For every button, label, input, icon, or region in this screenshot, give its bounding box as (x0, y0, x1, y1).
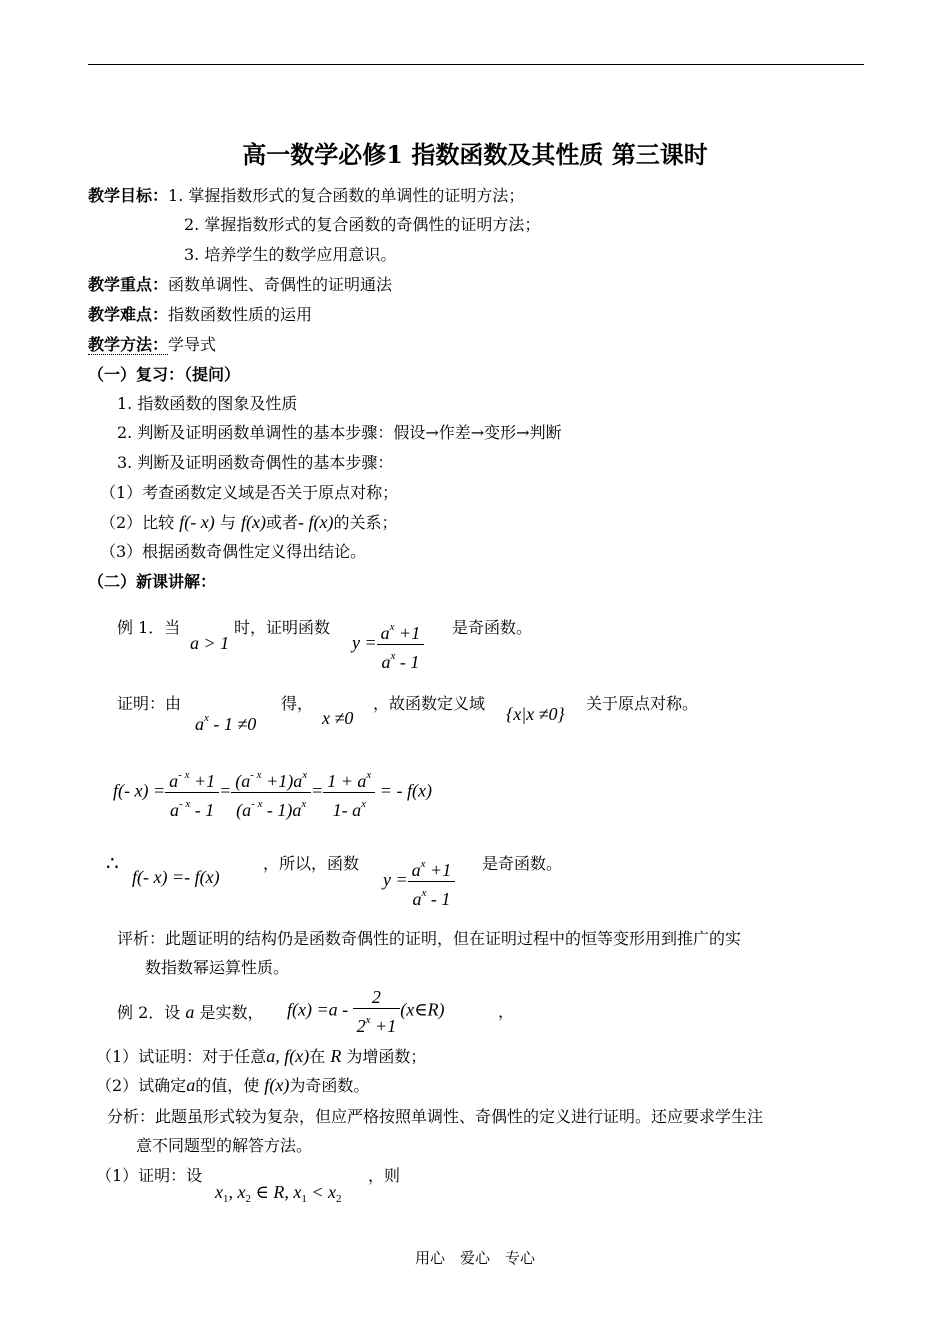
question-1-text: （1）试证明：对于任意 (96, 1047, 267, 1066)
formula-f-x: f(x) (241, 512, 267, 532)
therefore-text: ，所以，函数 (263, 854, 360, 873)
review-item: 3. 判断及证明函数奇偶性的基本步骤： (117, 453, 394, 472)
analysis-text: 意不同题型的解答方法。 (136, 1136, 313, 1155)
comment-1-line (117, 928, 741, 950)
example-2-text-part: 例 2．设 (117, 1003, 181, 1022)
question-2-text: （2）试确定 (96, 1076, 187, 1095)
header-rule (88, 64, 864, 65)
parity-step-2-text: 与 (219, 513, 236, 532)
question-2-text: 为奇函数。 (289, 1076, 370, 1095)
key-label: 教学重点： (88, 275, 169, 294)
method-text: 学导式 (168, 335, 217, 354)
page-footer: 用心 爱心 专心 (414, 1249, 535, 1267)
parity-step-2 (100, 511, 398, 534)
proof-1-text: ，故函数定义域 (373, 694, 486, 713)
formula-odd-result: f(- x) =- f(x) (132, 867, 220, 887)
formula-R: R (330, 1046, 342, 1066)
objective-item: 2. 掌握指数形式的复合函数的奇偶性的证明方法； (184, 215, 541, 234)
formula-x1-x2: $x_1$, $x_2$ ∈ R, $x_1 < x_2$ (215, 1182, 342, 1205)
question-1-text: 为增函数； (346, 1047, 427, 1066)
formula-neg-f-x: - f(x) (298, 512, 334, 532)
proof-1-text: 关于原点对称。 (586, 694, 699, 713)
parity-step-3: （3）根据函数奇偶性定义得出结论。 (100, 542, 367, 561)
method-row (88, 334, 216, 356)
formula-a: a (186, 1075, 196, 1095)
therefore-text: 是奇函数。 (482, 854, 563, 873)
page-title: 高一数学必修1 指数函数及其性质 第三课时 (242, 140, 708, 169)
proof-1-text: 得， (281, 694, 314, 713)
example-1-text: 时，证明函数 (234, 618, 331, 637)
formula-proof-chain: f(- x) = $\frac{a^{- x} +1}{a^{- x} - 1}$ = $\frac{(a^{- x} +1)a^x}{(a^{- x} - 1)a^x}$ = $\frac{1 + a^x}{1- a^x}$ = - f(x) (113, 764, 432, 821)
example-2-question-2 (96, 1074, 369, 1097)
example-2-text (117, 1001, 263, 1024)
parity-step-2-text: 或者 (266, 513, 299, 532)
example-2-question-1 (96, 1045, 426, 1068)
new-lesson-heading: （二）新课讲解： (88, 572, 217, 591)
difficulty-text: 指数函数性质的运用 (168, 305, 313, 324)
analysis-text: 分析：此题虽形式较为复杂，但应严格按照单调性、奇偶性的定义进行证明。还应要求学生注 (107, 1107, 764, 1126)
formula-domain: {x|x ≠0} (506, 704, 565, 724)
formula-x-ne-0: x ≠0 (322, 708, 354, 728)
proof-2-text: （1）证明：设 (96, 1166, 203, 1185)
parity-step-2-text: （2）比较 (100, 513, 175, 532)
question-1-text: 在 (309, 1047, 326, 1066)
formula-a-fx: a, f(x) (266, 1046, 310, 1066)
comment-1-text: 数指数幂运算性质。 (145, 958, 290, 977)
formula-f-def: f(x) =a - $\frac{2}{2^x +1}$ (x∈R) (287, 987, 445, 1036)
review-item: 1. 指数函数的图象及性质 (117, 394, 298, 413)
comment-1-label: 评析： (117, 929, 166, 948)
example-2-text-part: 是实数， (199, 1003, 264, 1022)
question-2-text: 的值，使 (195, 1076, 260, 1095)
formula-a: a (185, 1002, 195, 1022)
parity-step-2-text: 的关系； (333, 513, 398, 532)
objective-item: 3. 培养学生的数学应用意识。 (184, 245, 397, 264)
formula-y-def: y = $\frac{a^x +1}{a^x - 1}$ (352, 616, 424, 673)
therefore-symbol: ∴ (106, 851, 119, 875)
key-text: 函数单调性、奇偶性的证明通法 (168, 275, 393, 294)
objective-item: 1. 掌握指数形式的复合函数的单调性的证明方法； (168, 186, 525, 205)
formula-a-gt-1: a > 1 (190, 633, 230, 653)
example-1-text: 例 1．当 (117, 618, 181, 637)
example-1-text: 是奇函数。 (452, 618, 533, 637)
method-label: 教学方法： (88, 335, 169, 354)
key-points-row (88, 274, 392, 296)
proof-1-text: 证明：由 (117, 694, 182, 713)
review-heading: （一）复习：（提问） (88, 365, 241, 384)
formula-f-x: f(x) (264, 1075, 290, 1095)
proof-2-text: ，则 (368, 1166, 401, 1185)
formula-f-neg-x: f(- x) (179, 512, 215, 532)
review-item: 2. 判断及证明函数单调性的基本步骤：假设→作差→变形→判断 (117, 423, 562, 442)
comment-1-text: 此题证明的结构仍是函数奇偶性的证明，但在证明过程中的恒等变形用到推广的实 (165, 929, 742, 948)
difficulty-row (88, 304, 312, 326)
parity-step-1: （1）考查函数定义域是否关于原点对称； (100, 483, 399, 502)
objectives-row-1 (88, 185, 524, 207)
difficulty-label: 教学难点： (88, 305, 169, 324)
example-2-text-part: ， (498, 1002, 515, 1021)
formula-y-def: y = $\frac{a^x +1}{a^x - 1}$ (383, 853, 455, 910)
formula-ax-minus-1: $a^x - 1 \ne 0$ (195, 712, 257, 734)
objectives-label: 教学目标： (88, 186, 169, 205)
